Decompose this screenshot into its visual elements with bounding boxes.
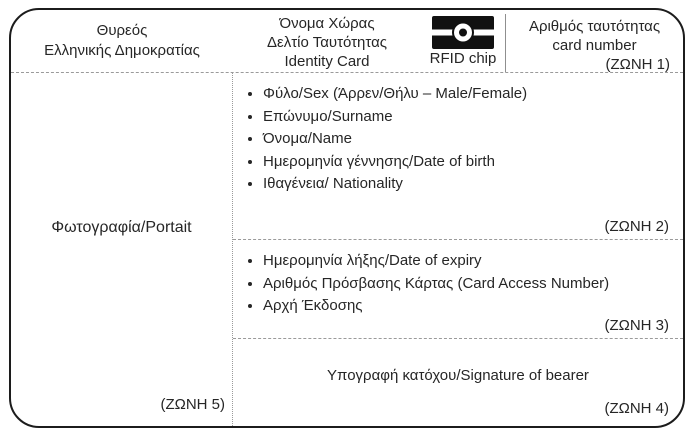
zone-2-field-list (233, 73, 683, 192)
coat-of-arms-line1: Θυρεός (96, 22, 148, 39)
card-header-row (11, 10, 683, 73)
zone-2-section (233, 73, 683, 239)
field-date-of-expiry: • Ημερομηνία λήξης/Date of expiry (263, 253, 673, 269)
rfid-chip-label: RFID chip (429, 50, 497, 67)
photo-zone (11, 73, 233, 426)
data-zones-column (233, 73, 683, 426)
card-number-cell (506, 10, 683, 72)
country-name-label: Όνομα Χώρας (279, 15, 375, 32)
card-title-cell (233, 10, 421, 72)
card-number-english-label: card number (552, 37, 637, 54)
zone-3-label: (ΖΩΝΗ 3) (604, 317, 669, 334)
zone-1-label: (ΖΩΝΗ 1) (605, 56, 670, 73)
field-issuing-authority: • Αρχή Έκδοσης (263, 298, 673, 314)
coat-of-arms-cell (11, 10, 233, 72)
field-sex: • Φύλο/Sex (Άρρεν/Θήλυ – Male/Female) (263, 86, 673, 102)
field-date-of-birth: • Ημερομηνία γέννησης/Date of birth (263, 154, 673, 170)
card-body (11, 73, 683, 426)
identity-card-layout-diagram (9, 8, 685, 428)
zone-4-label: (ΖΩΝΗ 4) (604, 400, 669, 417)
field-card-access-number: • Αριθμός Πρόσβασης Κάρτας (Card Access Number) (263, 276, 673, 292)
identity-card-english-label: Identity Card (284, 53, 370, 70)
field-nationality: • Ιθαγένεια/ Nationality (263, 176, 673, 192)
field-name: • Όνομα/Name (263, 131, 673, 147)
card-number-greek-label: Αριθμός ταυτότητας (528, 18, 661, 35)
zone-2-label: (ΖΩΝΗ 2) (604, 218, 669, 235)
zone-3-field-list (233, 240, 683, 314)
zone-5-label: (ΖΩΝΗ 5) (160, 396, 225, 413)
rfid-chip-cell (421, 10, 505, 72)
signature-label: Υπογραφή κατόχου/Signature of bearer (327, 367, 589, 384)
rfid-chip-icon (432, 16, 494, 49)
field-surname: • Επώνυμο/Surname (263, 109, 673, 125)
zone-4-section (233, 338, 683, 426)
photo-label: Φωτογραφία/Portait (51, 218, 192, 236)
identity-card-greek-label: Δελτίο Ταυτότητας (266, 34, 388, 51)
coat-of-arms-line2: Ελληνικής Δημοκρατίας (44, 42, 200, 59)
zone-3-section (233, 239, 683, 338)
